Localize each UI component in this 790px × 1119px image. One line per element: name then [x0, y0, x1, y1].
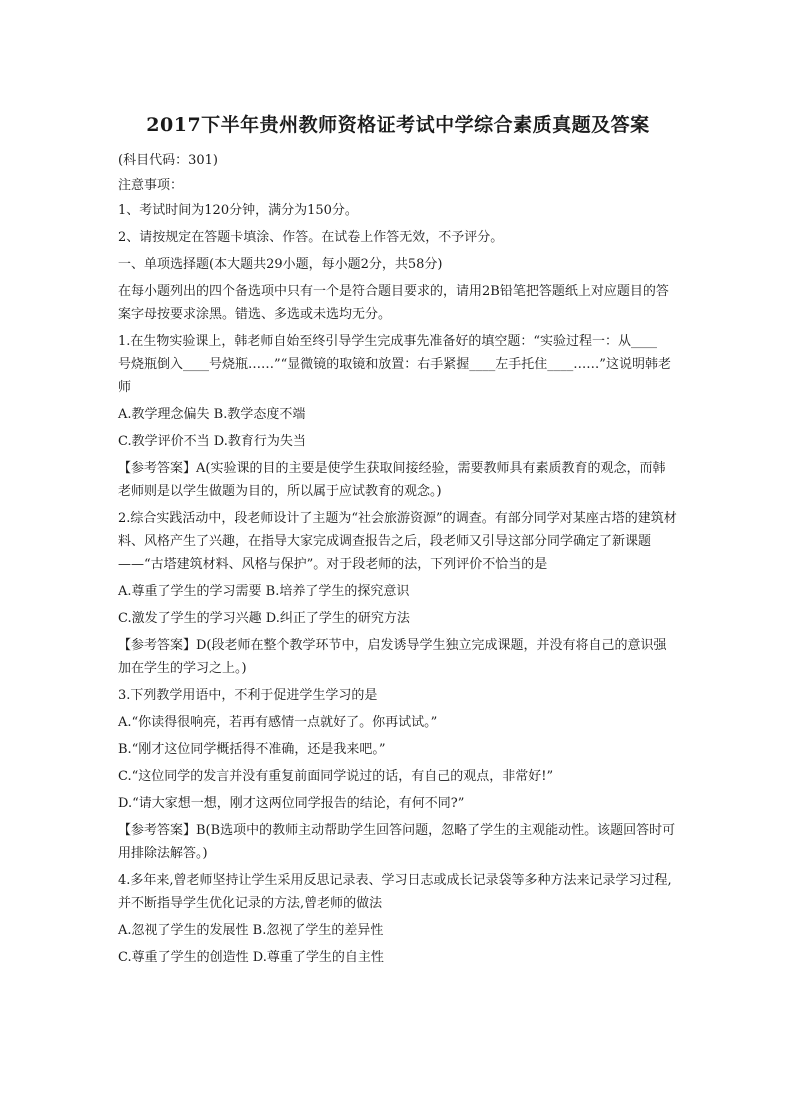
notice-item-2: 2、请按规定在答题卡填涂、作答。在试卷上作答无效，不予评分。: [118, 230, 504, 245]
question-options-cd: C.激发了学生的学习兴趣 D.纠正了学生的研究方法: [118, 611, 410, 626]
question-option-c: C.“这位同学的发言并没有重复前面同学说过的话，有自己的观点，非常好!”: [118, 769, 554, 784]
question-1: [118, 330, 684, 503]
document-title: 2017下半年贵州教师资格证考试中学综合素质真题及答案: [146, 114, 650, 136]
question-option-a: A.“你读得很响亮，若再有感情一点就好了。你再试试。”: [118, 715, 438, 730]
question-options-ab: A.尊重了学生的学习需要 B.培养了学生的探究意识: [118, 584, 410, 599]
reference-answer: 【参考答案】A(实验课的目的主要是使学生获取间接经验，需要教师具有素质教育的观念，而韩老师则是以学生做题为目的，所以属于应试教育的观念。): [118, 461, 666, 499]
section-instruction: 在每小题列出的四个备选项中只有一个是符合题目要求的，请用2B铅笔把答题纸上对应题目的答案字母按要求涂黑。错选、多选或未选均无分。: [118, 284, 669, 322]
question-3: [118, 684, 678, 865]
notice-heading: 注意事项：: [118, 178, 184, 193]
question-option-d: D.“请大家想一想，刚才这两位同学报告的结论，有何不同?”: [118, 796, 465, 811]
reference-answer: 【参考答案】B(B选项中的教师主动帮助学生回答问题，忽略了学生的主观能动性。该题回答时可用排除法解答。): [118, 823, 676, 861]
question-stem: 1.在生物实验课上，韩老师自始至终引导学生完成事先准备好的填空题：“实验过程一：从____ 号烧瓶倒入____号烧瓶……”“显微镜的取镜和放置：右手紧握____左手托住____……”这说明韩老师: [118, 334, 684, 395]
question-stem: 3.下列教学用语中，不利于促进学生学习的是: [118, 688, 378, 703]
question-options-cd: C.尊重了学生的创造性 D.尊重了学生的自主性: [118, 950, 384, 965]
question-stem: 4.多年来,曾老师坚持让学生采用反思记录表、学习日志或成长记录袋等多种方法来记录学习过程,并不断指导学生优化记录的方法,曾老师的做法: [118, 873, 672, 911]
question-options-cd: C.教学评价不当 D.教育行为失当: [118, 434, 306, 449]
question-2: [118, 507, 678, 680]
exam-document: [118, 110, 684, 973]
subject-code: (科目代码：301): [118, 153, 218, 168]
question-options-ab: A.教学理念偏失 B.教学态度不端: [118, 407, 306, 422]
notice-item-1: 1、考试时间为120分钟，满分为150分。: [118, 203, 358, 218]
question-4: [118, 869, 678, 969]
reference-answer: 【参考答案】D(段老师在整个教学环节中，启发诱导学生独立完成课题，并没有将自己的意识强加在学生的学习之上。): [118, 638, 667, 676]
section-heading: 一、单项选择题(本大题共29小题，每小题2分，共58分): [118, 257, 443, 272]
question-stem: 2.综合实践活动中，段老师设计了主题为“社会旅游资源”的调查。有部分同学对某座古塔的建筑材料、风格产生了兴趣，在指导大家完成调查报告之后，段老师又引导这部分同学确定了新课题——“古塔建筑材料、风格与保护”。对于段老师的法，下列评价不恰当的是: [118, 511, 677, 572]
question-options-ab: A.忽视了学生的发展性 B.忽视了学生的差异性: [118, 923, 384, 938]
question-option-b: B.“刚才这位同学概括得不准确，还是我来吧。”: [118, 742, 386, 757]
